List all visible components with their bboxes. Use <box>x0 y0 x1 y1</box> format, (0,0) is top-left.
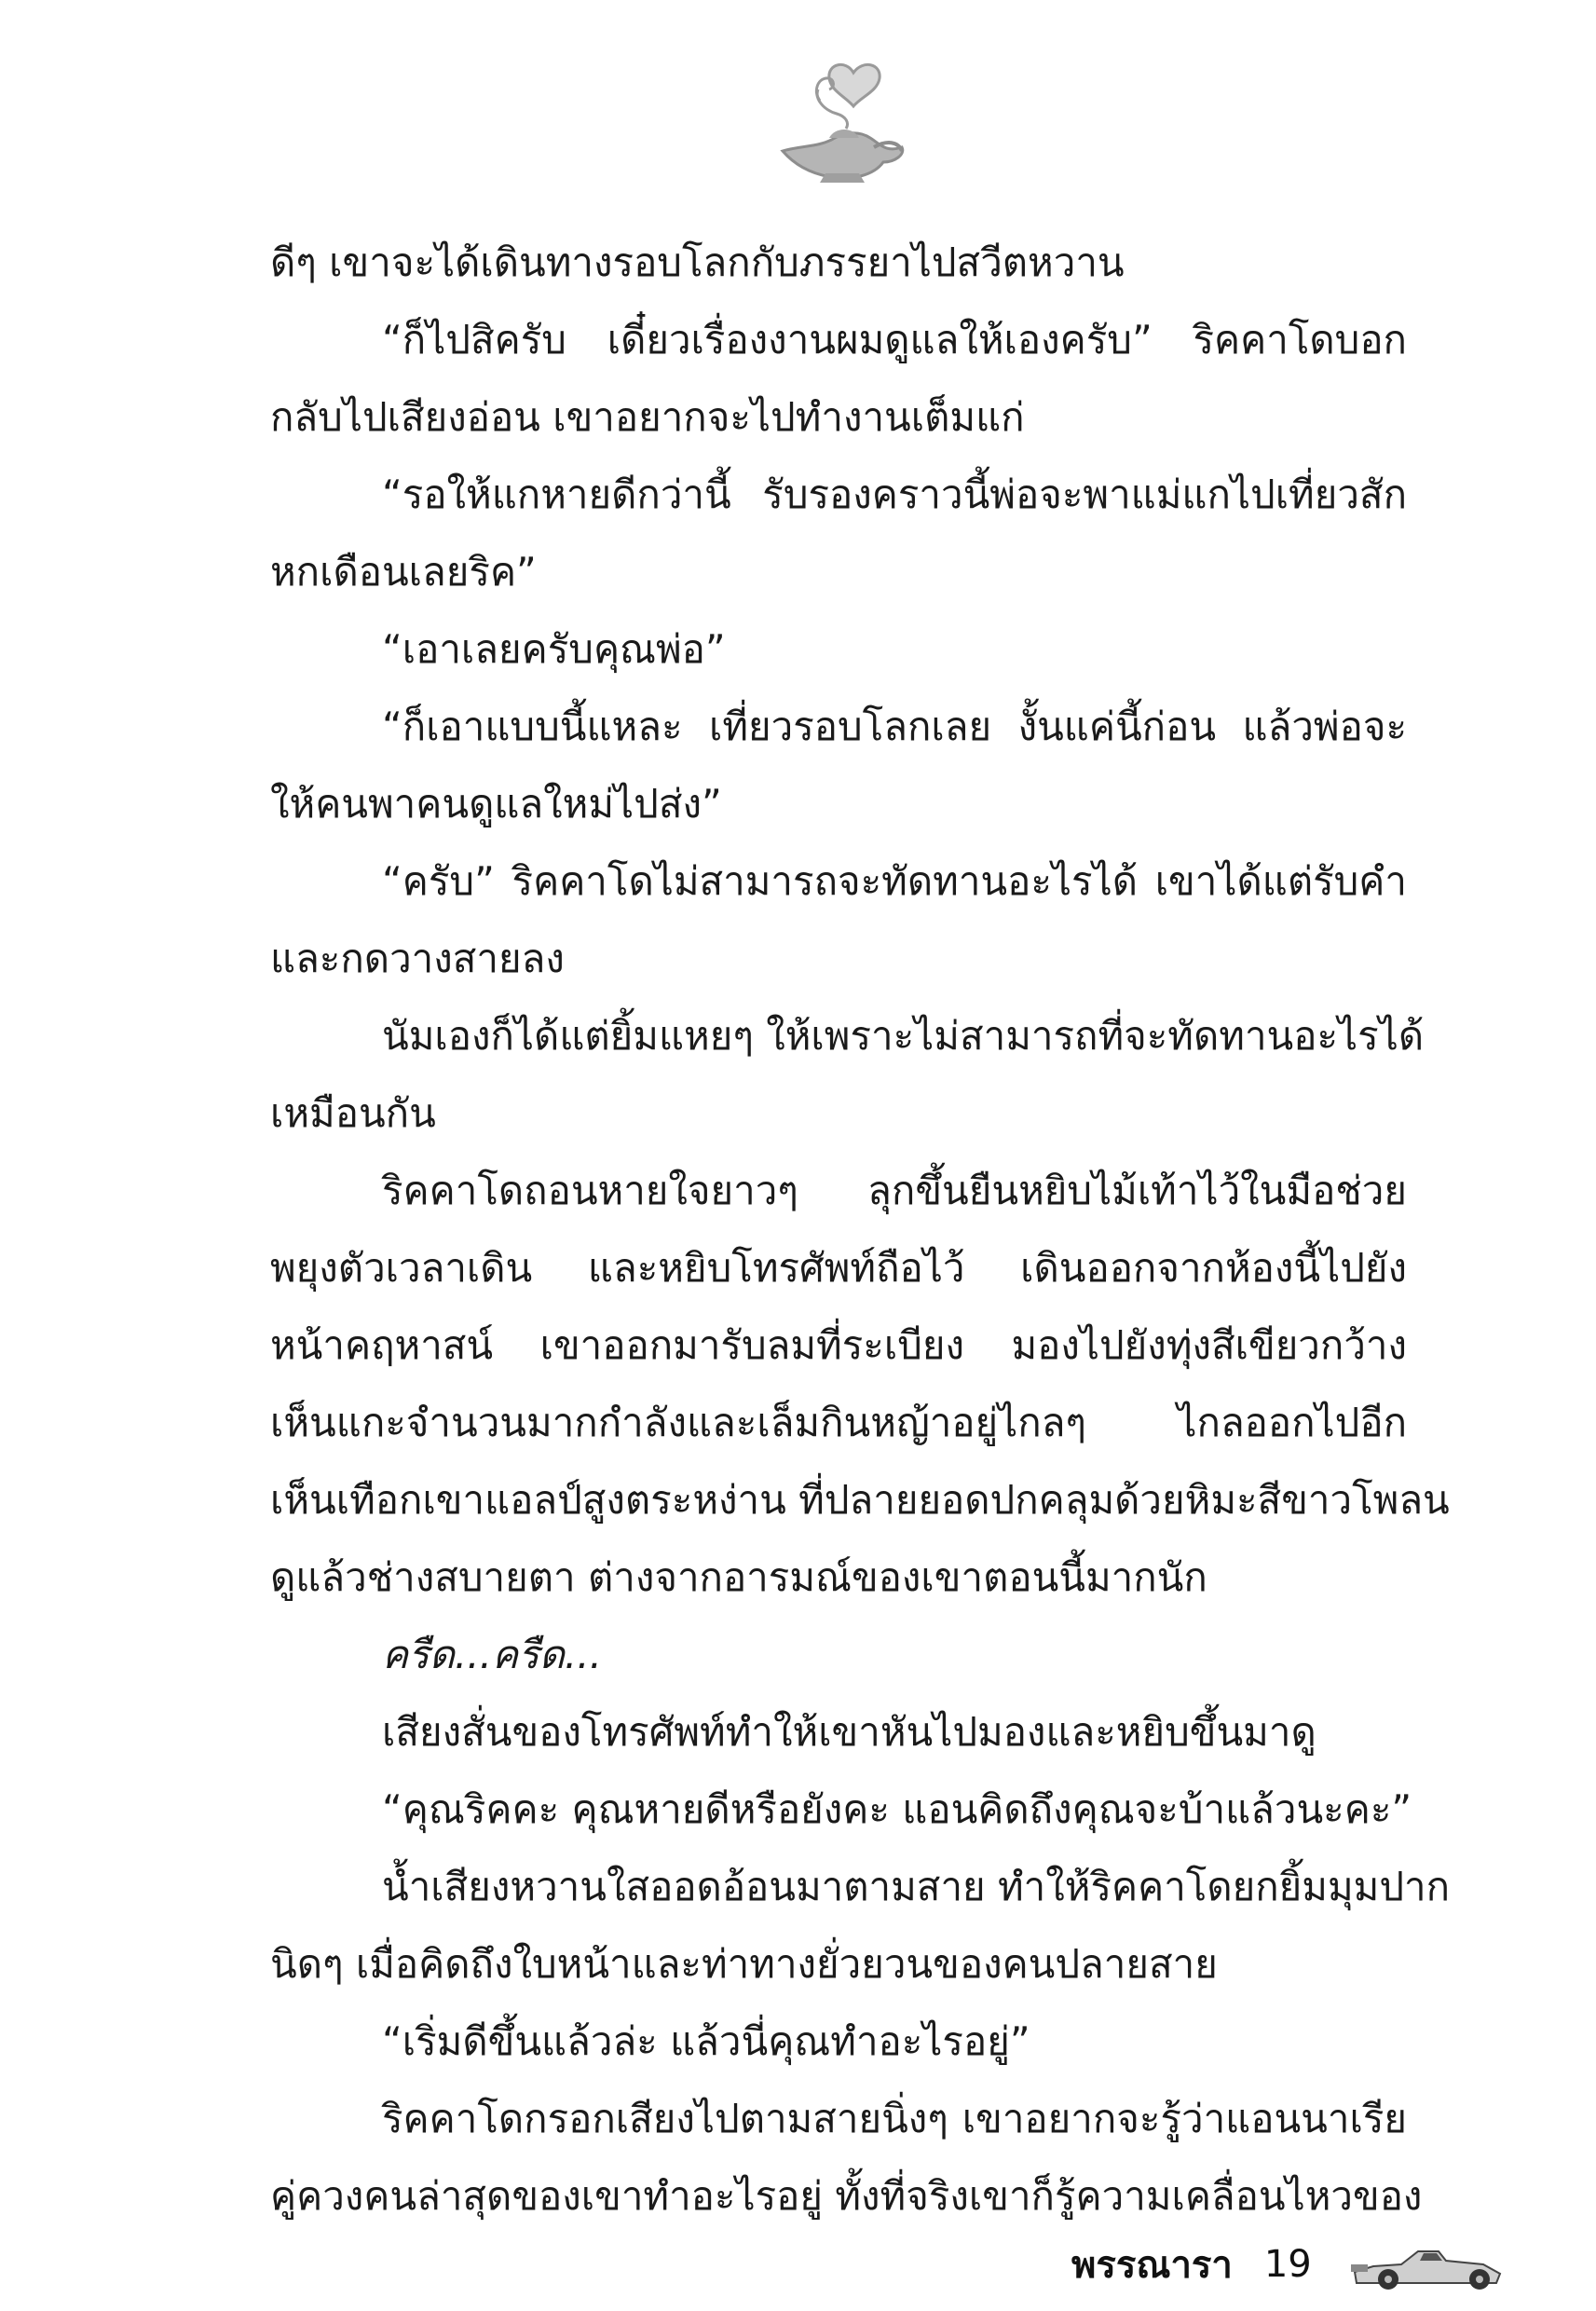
text-line: “ก็เอาแบบนี้แหละ เที่ยวรอบโลกเลย งั้นแค่นี้ก่อน แล้วพ่อจะ <box>382 704 1407 749</box>
text-line: น้ำเสียงหวานใสออดอ้อนมาตามสาย ทำให้ริคคาโดยกยิ้มมุมปาก <box>382 1864 1450 1909</box>
text-line: นัมเองก็ได้แต่ยิ้มแหยๆ ให้เพราะไม่สามารถที่จะทัดทานอะไรได้ <box>382 1013 1425 1059</box>
text-line: เห็นแกะจำนวนมากกำลังและเล็มกินหญ้าอยู่ไกลๆ ไกลออกไปอีก <box>270 1400 1407 1445</box>
page-number: 19 <box>1263 2243 1312 2286</box>
text-line: ให้คนพาคนดูแลใหม่ไปส่ง” <box>270 781 722 827</box>
text-line: ดูแล้วช่างสบายตา ต่างจากอารมณ์ของเขาตอนนี้มากนัก <box>270 1554 1207 1600</box>
text-line: เสียงสั่นของโทรศัพท์ทำให้เขาหันไปมองและหยิบขึ้นมาดู <box>382 1709 1316 1755</box>
text-line: นิดๆ เมื่อคิดถึงใบหน้าและท่าทางยั่วยวนของคนปลายสาย <box>270 1941 1218 1987</box>
text-line: คู่ควงคนล่าสุดของเขาทำอะไรอยู่ ทั้งที่จริงเขาก็รู้ความเคลื่อนไหวของ <box>270 2173 1423 2219</box>
text-line: เห็นเทือกเขาแอลป์สูงตระหง่าน ที่ปลายยอดปกคลุมด้วยหิมะสีขาวโพลน <box>270 1477 1450 1523</box>
text-line: “เริ่มดีขึ้นแล้วล่ะ แล้วนี่คุณทำอะไรอยู่” <box>382 2018 1030 2064</box>
text-line: ครืด...ครืด... <box>382 1632 602 1677</box>
page-footer <box>1071 2232 1507 2297</box>
text-line: พยุงตัวเวลาเดิน และหยิบโทรศัพท์ถือไว้ เดินออกจากห้องนี้ไปยัง <box>270 1245 1407 1291</box>
text-line: ริคคาโดถอนหายใจยาวๆ ลุกขึ้นยืนหยิบไม้เท้าไว้ในมือช่วย <box>382 1168 1407 1213</box>
genie-lamp-icon <box>764 54 913 194</box>
text-line: หกเดือนเลยริค” <box>270 549 537 595</box>
text-line: “รอให้แกหายดีกว่านี้ รับรองคราวนี้พ่อจะพาแม่แกไปเที่ยวสัก <box>382 472 1407 517</box>
text-line: หน้าคฤหาสน์ เขาออกมารับลมที่ระเบียง มองไปยังทุ่งสีเขียวกว้าง <box>270 1322 1407 1368</box>
text-line: กลับไปเสียงอ่อน เขาอยากจะไปทำงานเต็มแก่ <box>270 394 1025 440</box>
text-line: เหมือนกัน <box>270 1090 436 1136</box>
book-title: พรรณารา <box>1071 2244 1233 2287</box>
text-line: “ครับ” ริคคาโดไม่สามารถจะทัดทานอะไรได้ เขาได้แต่รับคำ <box>382 858 1407 904</box>
text-line: “ก็ไปสิครับ เดี๋ยวเรื่องงานผมดูแลให้เองครับ” ริคคาโดบอก <box>382 317 1407 362</box>
text-line: และกดวางสายลง <box>270 936 565 981</box>
text-line: “คุณริคคะ คุณหายดีหรือยังคะ แอนคิดถึงคุณจะบ้าแล้วนะคะ” <box>382 1786 1412 1832</box>
text-line: ริคคาโดกรอกเสียงไปตามสายนิ่งๆ เขาอยากจะรู้ว่าแอนนาเรีย <box>382 2096 1407 2141</box>
text-line: “เอาเลยครับคุณพ่อ” <box>382 626 726 672</box>
race-car-icon <box>1349 2236 1507 2292</box>
text-line: ดีๆ เขาจะได้เดินทางรอบโลกกับภรรยาไปสวีตหวาน <box>270 239 1125 285</box>
body-text <box>270 224 1450 2235</box>
